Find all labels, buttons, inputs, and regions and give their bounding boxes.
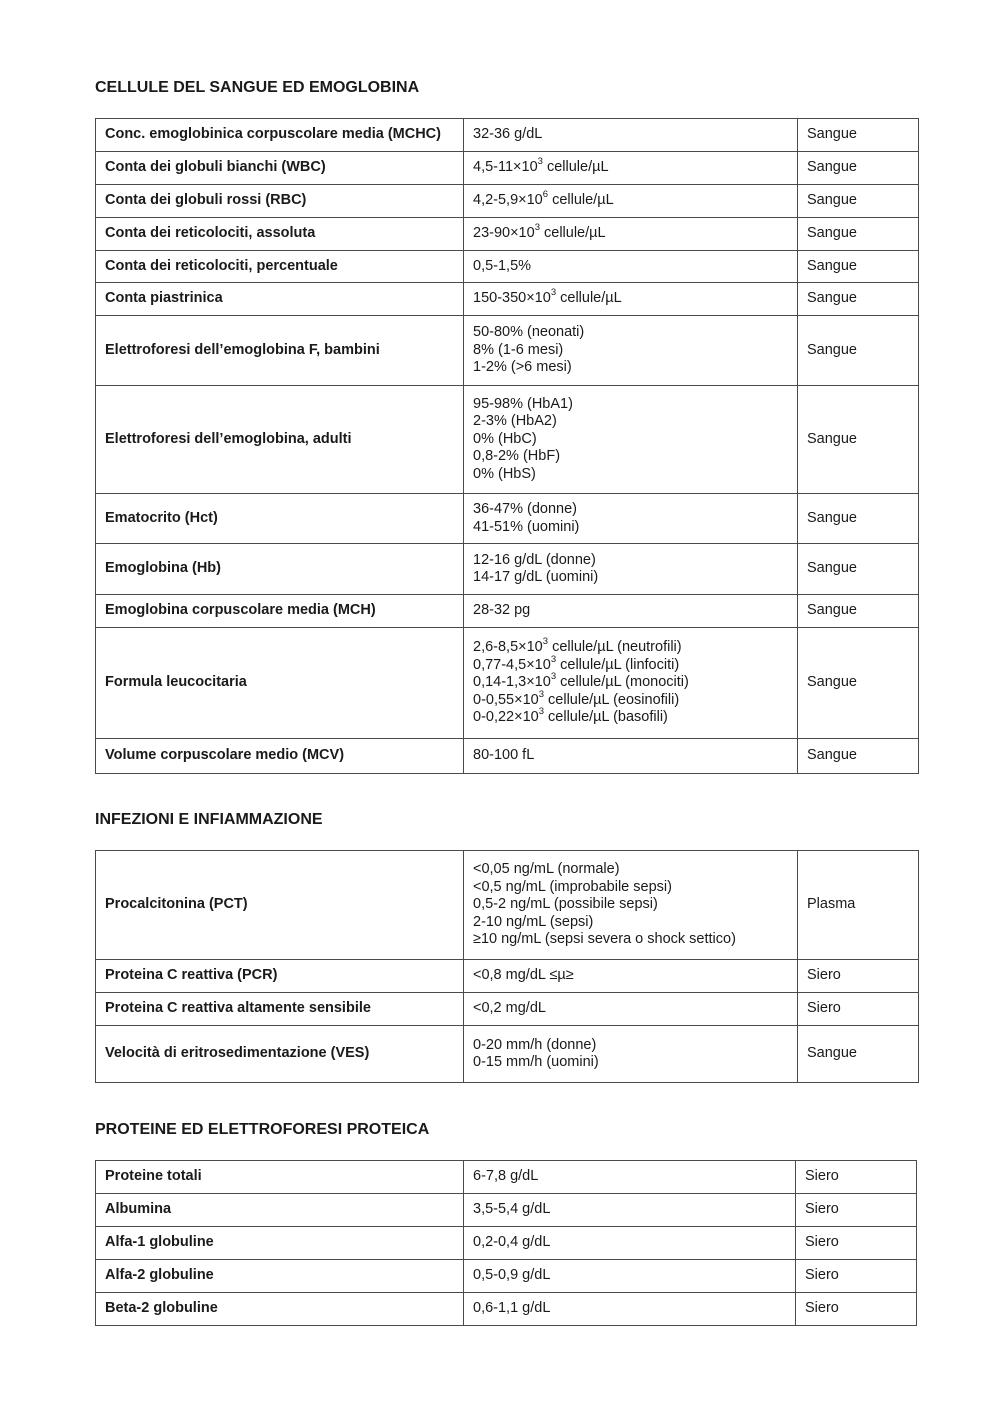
specimen-cell: Siero bbox=[798, 960, 919, 993]
table-row bbox=[96, 1026, 919, 1083]
table-row bbox=[96, 185, 919, 218]
reference-range-cell bbox=[464, 544, 798, 595]
test-name-cell: Formula leucocitaria bbox=[96, 628, 464, 739]
reference-value: <0,8 mg/dL ≤µ≥ bbox=[473, 967, 574, 984]
reference-value: $2,6-8,5\times 10^3$ cellule/µL (neutrofili) bbox=[473, 636, 682, 656]
specimen-cell: Siero bbox=[796, 1260, 917, 1293]
reference-value: <0,05 ng/mL (normale) bbox=[473, 861, 620, 878]
reference-range-cell bbox=[464, 1194, 796, 1227]
test-name-cell: Conta dei reticolociti, percentuale bbox=[96, 251, 464, 283]
table-row bbox=[96, 283, 919, 316]
reference-value: 0% (HbC) bbox=[473, 430, 537, 447]
specimen-cell: Sangue bbox=[798, 595, 919, 628]
reference-range-cell bbox=[464, 494, 798, 544]
reference-value: 36-47% (donne) bbox=[473, 501, 577, 517]
reference-range-cell bbox=[464, 386, 798, 494]
reference-range-cell bbox=[464, 283, 798, 316]
reference-value: 8% (1-6 mesi) bbox=[473, 341, 564, 358]
reference-value: 0,5-0,9 g/dL bbox=[473, 1267, 551, 1284]
reference-value: 2-3% (HbA2) bbox=[473, 413, 557, 430]
specimen-cell: Siero bbox=[796, 1227, 917, 1260]
reference-range-cell bbox=[464, 218, 798, 251]
table-row bbox=[96, 960, 919, 993]
test-name-cell: Elettroforesi dell’emoglobina F, bambini bbox=[96, 316, 464, 386]
reference-value: 0-15 mm/h (uomini) bbox=[473, 1054, 599, 1070]
reference-value: $0,77-4,5\times 10^3$ cellule/µL (linfociti) bbox=[473, 653, 680, 673]
table-row bbox=[96, 1161, 917, 1194]
specimen-cell: Sangue bbox=[798, 283, 919, 316]
specimen-cell: Sangue bbox=[798, 544, 919, 595]
table-row bbox=[96, 851, 919, 960]
table-row bbox=[96, 119, 919, 152]
table-row bbox=[96, 494, 919, 544]
table-row bbox=[96, 628, 919, 739]
reference-value: 95-98% (HbA1) bbox=[473, 395, 573, 412]
reference-range-cell bbox=[464, 1026, 798, 1083]
specimen-cell: Sangue bbox=[798, 739, 919, 774]
table-row bbox=[96, 386, 919, 494]
specimen-cell: Sangue bbox=[798, 316, 919, 386]
specimen-cell: Siero bbox=[796, 1161, 917, 1194]
reference-value: 1-2% (>6 mesi) bbox=[473, 359, 572, 376]
table-row bbox=[96, 251, 919, 283]
blood-cells-table bbox=[95, 118, 919, 774]
reference-value: 0,2-0,4 g/dL bbox=[473, 1234, 551, 1251]
specimen-cell: Plasma bbox=[798, 851, 919, 960]
table-row bbox=[96, 1194, 917, 1227]
reference-value: 28-32 pg bbox=[473, 602, 531, 619]
section-title-blood-cells: CELLULE DEL SANGUE ED EMOGLOBINA bbox=[95, 79, 420, 96]
test-name-cell: Alfa-2 globuline bbox=[96, 1260, 464, 1293]
specimen-cell: Sangue bbox=[798, 628, 919, 739]
reference-value: <0,5 ng/mL (improbabile sepsi) bbox=[473, 878, 672, 895]
reference-range-cell bbox=[464, 960, 798, 993]
reference-range-cell bbox=[464, 119, 798, 152]
reference-value: 2-10 ng/mL (sepsi) bbox=[473, 913, 594, 930]
specimen-cell: Sangue bbox=[798, 494, 919, 544]
test-name-cell: Emoglobina (Hb) bbox=[96, 544, 464, 595]
reference-value: $4,5-11\times 10^3$ cellule/µL bbox=[473, 156, 609, 176]
specimen-cell: Siero bbox=[796, 1293, 917, 1326]
reference-value: 0% (HbS) bbox=[473, 465, 536, 482]
reference-value: <0,2 mg/dL bbox=[473, 1000, 546, 1017]
specimen-cell: Sangue bbox=[798, 152, 919, 185]
reference-value: 0-20 mm/h (donne) bbox=[473, 1036, 597, 1053]
table-row bbox=[96, 1293, 917, 1326]
table-row bbox=[96, 316, 919, 386]
test-name-cell: Proteina C reattiva altamente sensibile bbox=[96, 993, 464, 1026]
test-name-cell: Ematocrito (Hct) bbox=[96, 494, 464, 544]
test-name-cell: Conta dei globuli bianchi (WBC) bbox=[96, 152, 464, 185]
reference-value: $0-0,22\times 10^3$ cellule/µL (basofili) bbox=[473, 706, 668, 726]
reference-range-cell bbox=[464, 152, 798, 185]
specimen-cell: Siero bbox=[798, 993, 919, 1026]
specimen-cell: Sangue bbox=[798, 119, 919, 152]
section-title-proteins: PROTEINE ED ELETTROFORESI PROTEICA bbox=[95, 1121, 430, 1138]
test-name-cell: Volume corpuscolare medio (MCV) bbox=[96, 739, 464, 774]
test-name-cell: Proteina C reattiva (PCR) bbox=[96, 960, 464, 993]
reference-value: $0-0,55\times 10^3$ cellule/µL (eosinofili) bbox=[473, 688, 680, 708]
specimen-cell: Siero bbox=[796, 1194, 917, 1227]
reference-range-cell bbox=[464, 1161, 796, 1194]
specimen-cell: Sangue bbox=[798, 386, 919, 494]
table-row bbox=[96, 544, 919, 595]
reference-range-cell bbox=[464, 1227, 796, 1260]
reference-value: 41-51% (uomini) bbox=[473, 518, 580, 535]
test-name-cell: Elettroforesi dell’emoglobina, adulti bbox=[96, 386, 464, 494]
test-name-cell: Conta piastrinica bbox=[96, 283, 464, 316]
test-name-cell: Proteine totali bbox=[96, 1161, 464, 1194]
reference-range-cell bbox=[464, 628, 798, 739]
reference-range-cell bbox=[464, 316, 798, 386]
specimen-cell: Sangue bbox=[798, 1026, 919, 1083]
specimen-cell: Sangue bbox=[798, 251, 919, 283]
test-name-cell: Conc. emoglobinica corpuscolare media (MCHC) bbox=[96, 119, 464, 152]
test-name-cell: Albumina bbox=[96, 1194, 464, 1227]
test-name-cell: Emoglobina corpuscolare media (MCH) bbox=[96, 595, 464, 628]
reference-range-cell bbox=[464, 1260, 796, 1293]
proteins-table bbox=[95, 1160, 917, 1326]
reference-range-cell bbox=[464, 1293, 796, 1326]
reference-value: 14-17 g/dL (uomini) bbox=[473, 569, 599, 585]
table-row bbox=[96, 993, 919, 1026]
section-title-infections: INFEZIONI E INFIAMMAZIONE bbox=[95, 811, 323, 828]
infections-table bbox=[95, 850, 919, 1083]
test-name-cell: Velocità di eritrosedimentazione (VES) bbox=[96, 1026, 464, 1083]
reference-value: 0,6-1,1 g/dL bbox=[473, 1300, 551, 1317]
table-row bbox=[96, 595, 919, 628]
reference-value: 80-100 fL bbox=[473, 747, 535, 764]
reference-range-cell bbox=[464, 851, 798, 960]
test-name-cell: Conta dei globuli rossi (RBC) bbox=[96, 185, 464, 218]
table-row bbox=[96, 1260, 917, 1293]
table-row bbox=[96, 218, 919, 251]
reference-value: 12-16 g/dL (donne) bbox=[473, 551, 596, 568]
test-name-cell: Alfa-1 globuline bbox=[96, 1227, 464, 1260]
table-row bbox=[96, 152, 919, 185]
test-name-cell: Conta dei reticolociti, assoluta bbox=[96, 218, 464, 251]
reference-value: 0,8-2% (HbF) bbox=[473, 448, 561, 465]
reference-value: $150-350\times 10^3$ cellule/µL bbox=[473, 287, 622, 307]
table-row bbox=[96, 1227, 917, 1260]
reference-value: 50-80% (neonati) bbox=[473, 324, 585, 341]
reference-range-cell bbox=[464, 595, 798, 628]
reference-range-cell bbox=[464, 251, 798, 283]
test-name-cell: Procalcitonina (PCT) bbox=[96, 851, 464, 960]
reference-value: ≥10 ng/mL (sepsi severa o shock settico) bbox=[473, 931, 736, 948]
reference-range-cell bbox=[464, 739, 798, 774]
reference-value: $0,14-1,3\times 10^3$ cellule/µL (monociti) bbox=[473, 671, 689, 691]
reference-value: 0,5-2 ng/mL (possibile sepsi) bbox=[473, 896, 658, 913]
reference-range-cell bbox=[464, 993, 798, 1026]
reference-value: $4,2-5,9\times 10^6$ cellule/µL bbox=[473, 189, 614, 209]
table-row bbox=[96, 739, 919, 774]
test-name-cell: Beta-2 globuline bbox=[96, 1293, 464, 1326]
reference-value: 32-36 g/dL bbox=[473, 126, 543, 143]
reference-value: $23-90\times 10^3$ cellule/µL bbox=[473, 222, 606, 242]
reference-value: 0,5-1,5% bbox=[473, 257, 532, 274]
specimen-cell: Sangue bbox=[798, 218, 919, 251]
reference-range-cell bbox=[464, 185, 798, 218]
specimen-cell: Sangue bbox=[798, 185, 919, 218]
reference-value: 6-7,8 g/dL bbox=[473, 1168, 539, 1185]
reference-value: 3,5-5,4 g/dL bbox=[473, 1201, 551, 1218]
